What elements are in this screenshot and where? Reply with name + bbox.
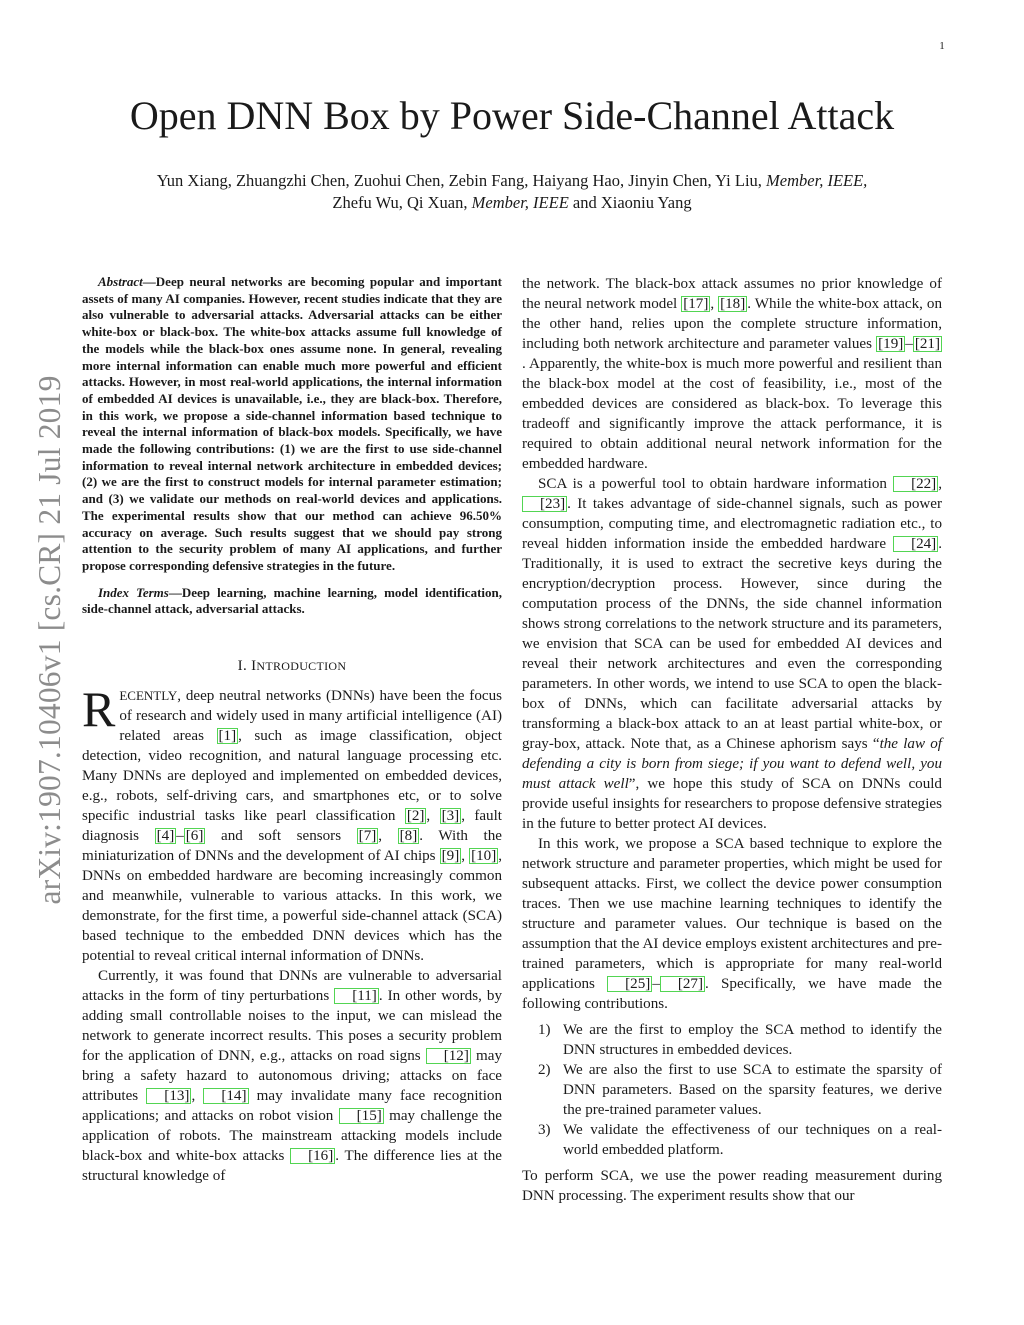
citation-link[interactable]: [27] <box>660 976 705 992</box>
abstract-label: Abstract <box>98 274 143 289</box>
citation-link[interactable]: [12] <box>426 1048 471 1064</box>
index-terms <box>82 585 502 618</box>
intro-p2-text: may bring a safety hazard to autonomous driving; attacks on face attributes <box>82 1048 502 1105</box>
citation-link[interactable]: [13] <box>146 1088 191 1104</box>
right-paragraph-2 <box>522 474 942 834</box>
intro-p2-text: . The difference lies at the structural knowledge of <box>82 1148 502 1185</box>
citation-link[interactable]: [10] <box>471 848 497 865</box>
citation-link[interactable]: [8] <box>399 828 418 845</box>
small-caps-word: ECENTLY <box>119 688 178 704</box>
right-p3-text: – <box>652 976 660 992</box>
section-numeral: I. <box>237 658 252 675</box>
author-names-3: and Xiaoniu Yang <box>572 193 692 212</box>
intro-p2-text: Currently, it was found that DNNs are vulnerable to adversarial attacks in the form of tiny perturbations <box>82 968 502 1005</box>
intro-p1-text: , such as image classification, object detection, video recognition, and natural language processing etc. Many DNNs are deployed and implemented on embedded devices, e.g., robots, self-driving cars, and smartphones etc, or to solve specific industrial tasks like pearl classification <box>82 728 502 825</box>
author-names-2: Zhefu Wu, Qi Xuan, <box>332 193 468 212</box>
citation-link[interactable]: [11] <box>334 988 379 1004</box>
arxiv-margin <box>20 320 80 960</box>
citation-link[interactable]: [15] <box>339 1108 384 1124</box>
abstract-text: —Deep neural networks are becoming popular and important assets of many AI companies. However, recent studies indicate that they are also vulnerable to adversarial attacks. Adversarial attacks can be either white-box or black-box. The white-box attacks assume full knowledge of the models while the black-box ones assume none. In general, revealing more internal information can enable much more powerful and efficient attacks. However, in most real-world applications, the internal information of embedded AI devices is unavailable, i.e., they are black-box. Therefore, in this work, we propose a side-channel information based technique to reveal the internal information of black-box models. Specifically, we have made the following contributions: (1) we are the first to use side-channel information to reveal internal network architecture in embedded devices; (2) we are the first to construct models for internal parameter estimation; and (3) we validate our methods on real-world devices and applications. The experimental results show that our method can achieve 96.50% accuracy on average. Such results suggest that we should pay strong attention to the security problem of many AI applications, and further propose corresponding defensive strategies in the future. <box>82 274 502 573</box>
section-title-rest: NTRODUCTION <box>256 659 347 674</box>
right-paragraph-4: To perform SCA, we use the power reading measurement during DNN processing. The experiment results show that our <box>522 1168 942 1204</box>
right-p1-text: . Apparently, the white-box is much more powerful and resilient than the black-box model at the cost of feasibility, i.e., most of the embedded devices are considered as black-box. To leverage this tradeoff and significantly improve the attack performance, it is required to obtain additional neural network information for the embedded hardware. <box>522 356 942 472</box>
intro-p1-text: . With the miniaturization of DNNs and the development of AI chips <box>82 828 502 865</box>
author-list <box>80 170 944 214</box>
citation-link[interactable]: [4] <box>156 828 175 845</box>
list-item-text: We are the first to employ the SCA method to identify the DNN structures in embedded devices. <box>563 1022 942 1058</box>
citation-link[interactable]: [22] <box>893 476 938 492</box>
right-p2-text: ”, we hope this study of SCA on DNNs could provide useful insights for researchers to propose defensive strategies in the future to better protect AI devices. <box>522 776 942 832</box>
intro-p1-text: , deep neutral networks (DNNs) have been the focus of research and widely used in many artificial intelligence (AI) related areas <box>119 688 502 745</box>
section-heading-introduction <box>82 656 502 676</box>
intro-p1-text: – <box>176 828 184 845</box>
citation-link[interactable]: [23] <box>522 496 567 512</box>
intro-p1-text: , DNNs on embedded hardware are becoming increasingly common and meanwhile, vulnerable to various attacks. In this work, we demonstrate, for the first time, a powerful side-channel attack (SCA) based technique to the embedded DNN devices which has the potential to reveal critical internal information of DNNs. <box>82 848 503 965</box>
right-p2-text: , <box>938 476 942 492</box>
citation-link[interactable]: [14] <box>203 1088 248 1104</box>
list-item <box>522 1060 942 1120</box>
section-title-first-letter: I <box>251 658 257 675</box>
list-item <box>522 1120 942 1160</box>
intro-p1-text: , <box>461 848 470 865</box>
right-p3-text: . Specifically, we have made the following contributions. <box>522 976 942 1012</box>
intro-paragraph-1 <box>82 681 503 966</box>
right-p1-text: the network. The black-box attack assumes no prior knowledge of the neural network model <box>522 276 942 312</box>
contributions-list <box>522 1020 942 1160</box>
list-item-text: We validate the effectiveness of our techniques on a real-world embedded platform. <box>563 1122 942 1158</box>
intro-paragraph-2 <box>82 966 502 1186</box>
citation-link[interactable]: [7] <box>358 828 377 845</box>
intro-p2-text: , <box>191 1088 204 1105</box>
citation-link[interactable]: [24] <box>893 536 938 552</box>
right-paragraph-1 <box>522 274 942 474</box>
right-paragraph-3 <box>522 834 942 1014</box>
citation-link[interactable]: [3] <box>441 808 460 825</box>
index-terms-text: —Deep learning, machine learning, model identification, side-channel attack, adversarial attacks. <box>82 584 502 617</box>
author-line-2 <box>80 192 944 214</box>
intro-p2-text: may challenge the application of robots. The mainstream attacking models include black-box and white-box attacks <box>82 1108 502 1165</box>
citation-link[interactable]: [2] <box>406 808 425 825</box>
citation-link[interactable]: [6] <box>185 828 204 845</box>
index-terms-label: Index Terms <box>98 584 169 600</box>
right-p2-text: . It takes advantage of side-channel signals, such as power consumption, computing time, and electromagnetic radiation etc., to reveal hidden information inside the embedded hardware <box>522 496 942 552</box>
list-item-number: 1) <box>538 1022 551 1038</box>
intro-p1-text: , <box>378 828 398 845</box>
list-item-number: 3) <box>538 1122 551 1138</box>
abstract <box>82 274 502 575</box>
citation-link[interactable]: [19] <box>878 336 904 352</box>
citation-link[interactable]: [17] <box>683 296 709 312</box>
intro-p1-text: , fault diagnosis <box>82 808 502 845</box>
right-p1-text: . While the white-box attack, on the other hand, relies upon the complete structure information, including both network architecture and parameter values <box>522 296 943 352</box>
right-column <box>522 274 942 1206</box>
right-p2-text: . Traditionally, it is used to extract the secretive keys during the encryption/decryption process. However, since during the computation process of the DNNs, the side channel information shows strong correlations to the network structure and its parameters, we envision that SCA can be used for embedded AI devices and reveal their network architectures and even the corresponding parameters. In other words, we intend to use SCA to open the black-box of DNNs, which can facilitate adversarial attacks by transforming a black-box attack to an at least partial white-box, or gray-box, attack. Note that, as a Chinese aphorism says “ <box>522 536 942 752</box>
intro-p1-text: and soft sensors <box>205 828 357 845</box>
intro-p2-text: . In other words, by adding small controllable noises to the input, we can mislead the network to generate incorrect results. This poses a security problem for the application of DNN, e.g., attacks on road signs <box>82 988 502 1065</box>
list-item-text: We are also the first to use SCA to estimate the sparsity of DNN parameters. Based on the sparsity features, we derive the pre-trained parameter values. <box>563 1062 942 1118</box>
arxiv-identifier-stamp: arXiv:1907.10406v1 [cs.CR] 21 Jul 2019 <box>32 375 67 905</box>
author-affiliation-1: Member, IEEE, <box>766 171 868 190</box>
drop-cap: R <box>82 681 116 738</box>
citation-link[interactable]: [1] <box>218 728 237 745</box>
list-item-number: 2) <box>538 1062 551 1078</box>
left-column <box>82 274 502 1186</box>
aphorism-quote: the law of defending a city is born from siege; if you want to defend well, you must attack well <box>522 736 942 792</box>
right-p1-text: , <box>710 296 719 312</box>
citation-link[interactable]: [16] <box>290 1148 335 1164</box>
page-number: 1 <box>939 40 945 52</box>
right-p2-text: SCA is a powerful tool to obtain hardware information <box>538 476 894 492</box>
list-item <box>522 1020 942 1060</box>
citation-link[interactable]: [18] <box>720 296 746 312</box>
intro-p1-text: , <box>426 808 440 825</box>
right-p1-text: – <box>905 336 913 352</box>
right-p3-text: In this work, we propose a SCA based technique to explore the network structure and parameter properties, which might be used for subsequent attacks. First, we collect the device power consumption traces. Then we use machine learning techniques to identify the structure and parameter values. Our technique is based on the assumption that the AI device employs existent architectures and pre-trained parameters, which is appropriate for many real-world applications <box>522 836 942 992</box>
citation-link[interactable]: [25] <box>607 976 652 992</box>
author-affiliation-2: Member, IEEE <box>471 193 569 212</box>
author-line-1 <box>80 170 944 192</box>
citation-link[interactable]: [9] <box>441 848 460 865</box>
citation-link[interactable]: [21] <box>914 336 940 352</box>
author-names-1: Yun Xiang, Zhuangzhi Chen, Zuohui Chen, Zebin Fang, Haiyang Hao, Jinyin Chen, Yi Liu, <box>156 171 762 190</box>
paper-title: Open DNN Box by Power Side-Channel Attack <box>129 93 895 138</box>
intro-p2-text: may invalidate many face recognition applications; and attacks on robot vision <box>82 1088 503 1125</box>
